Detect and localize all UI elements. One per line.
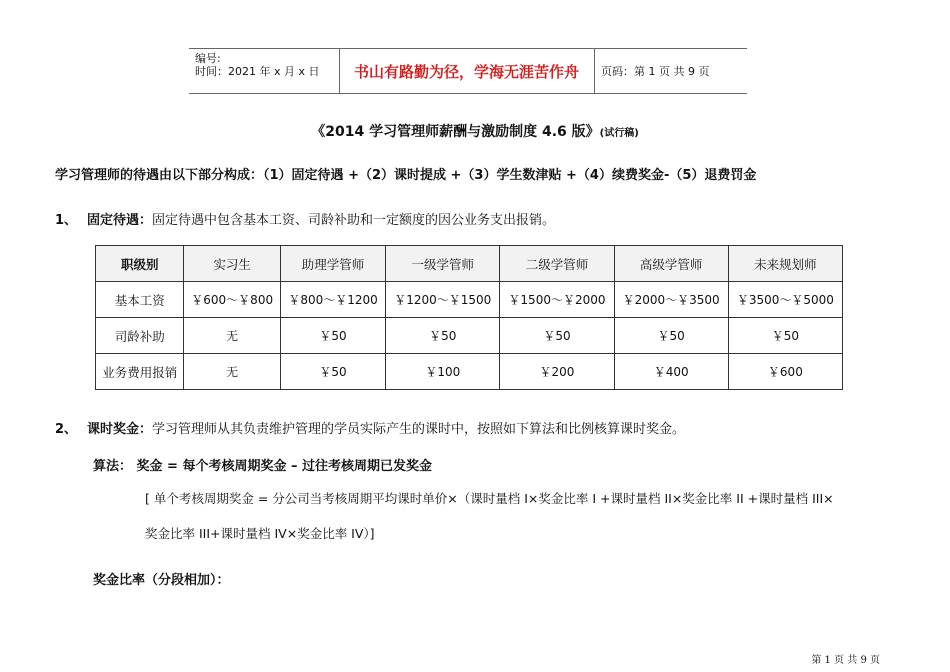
formula-line-2: 奖金比率 III+课时量档 IV×奖金比率 IV）] [145,526,375,541]
section-1-heading: 固定待遇： [87,213,153,228]
table-header-cell: 未来规划师 [728,246,842,282]
table-header-cell: 一级学管师 [386,246,500,282]
table-cell: ￥50 [386,318,500,354]
table-cell: 无 [184,354,280,390]
table-cell: ￥50 [728,318,842,354]
table-header-cell: 助理学管师 [280,246,385,282]
row-label: 司龄补助 [96,318,184,354]
time-label: 时间：2021 年 x 月 x 日 [195,65,320,78]
table-cell: ￥100 [386,354,500,390]
table-cell: ￥50 [280,354,385,390]
section-1 [55,209,555,228]
title-text: 《2014 学习管理师薪酬与激励制度 4.6 版》 [311,124,600,140]
table-row [96,318,843,354]
section-2-text: 学习管理师从其负责维护管理的学员实际产生的课时中，按照如下算法和比例核算课时奖金。 [152,422,686,437]
table-cell: ￥50 [614,318,728,354]
page-header [189,48,747,94]
table-header-row [96,246,843,282]
table-cell: ￥50 [500,318,614,354]
section-2-number: 2、 [55,422,78,437]
page-info: 页码：第 1 页 共 9 页 [601,65,710,78]
motto: 书山有路勤为径，学海无涯苦作舟 [353,63,579,81]
header-divider [594,49,595,93]
table-row [96,282,843,318]
table-cell: ￥600 [728,354,842,390]
table-cell: ￥600～￥800 [184,282,280,318]
header-meta [195,52,320,78]
table-cell: 无 [184,318,280,354]
table-header-cell: 高级学管师 [614,246,728,282]
table-cell: ￥200 [500,354,614,390]
section-1-number: 1、 [55,213,78,228]
table-header-cell: 二级学管师 [500,246,614,282]
number-label: 编号: [195,52,221,65]
table-row [96,354,843,390]
algorithm-line: 算法： 奖金 = 每个考核周期奖金 – 过往考核周期已发奖金 [93,459,433,474]
table-cell: ￥2000～￥3500 [614,282,728,318]
table-header-cell: 职级别 [96,246,184,282]
intro-line: 学习管理师的待遇由以下部分构成：（1）固定待遇 +（2）课时提成 +（3）学生数津贴 +（4）续费奖金-（5）退费罚金 [55,168,757,183]
row-label: 业务费用报销 [96,354,184,390]
page-footer: 第 1 页 共 9 页 [811,655,880,666]
table-cell: ￥1200～￥1500 [386,282,500,318]
section-2 [55,418,685,437]
table-cell: ￥400 [614,354,728,390]
formula-line-1: [ 单个考核周期奖金 = 分公司当考核周期平均课时单价×（课时量档 I×奖金比率 I +课时量档 II×奖金比率 II +课时量档 III× [145,491,834,506]
document-title [0,121,950,141]
table-cell: ￥3500～￥5000 [728,282,842,318]
table-cell: ￥1500～￥2000 [500,282,614,318]
salary-table [95,245,843,390]
table-header-cell: 实习生 [184,246,280,282]
table-cell: ￥800～￥1200 [280,282,385,318]
row-label: 基本工资 [96,282,184,318]
table-cell: ￥50 [280,318,385,354]
title-note: (试行稿) [599,128,639,139]
section-2-heading: 课时奖金： [87,422,153,437]
section-1-text: 固定待遇中包含基本工资、司龄补助和一定额度的因公业务支出报销。 [152,213,556,228]
ratio-heading: 奖金比率（分段相加）： [93,573,230,588]
